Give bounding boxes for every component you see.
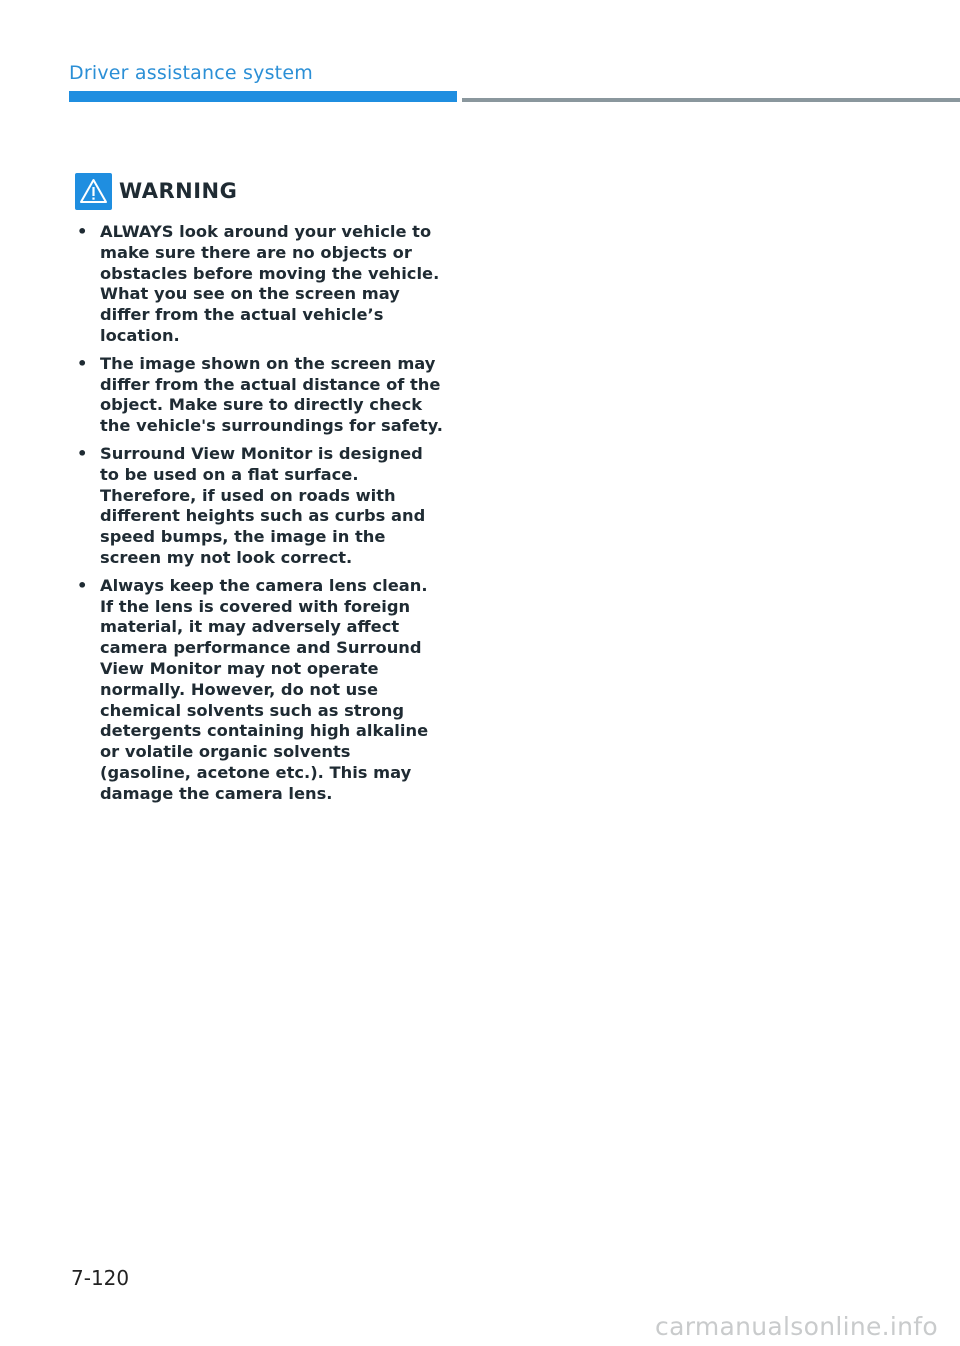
warning-item-text: The image shown on the screen may differ from the actual distance of the object. Make sure to directly check the vehicle's surroundings for safety. — [100, 353, 443, 436]
warning-item-text: ALWAYS look around your vehicle to make sure there are no objects or obstacles before moving the vehicle. What you see on the screen may differ from the actual vehicle’s location. — [100, 222, 440, 345]
header-accent-bar — [69, 91, 457, 102]
warning-item — [75, 576, 445, 805]
header-divider-bar — [462, 98, 960, 102]
warning-item — [75, 222, 445, 347]
warning-item — [75, 354, 445, 437]
section-title: Driver assistance system — [69, 62, 313, 84]
warning-title: WARNING — [119, 179, 238, 203]
bullet-icon: • — [77, 575, 88, 595]
bullet-icon: • — [77, 222, 88, 241]
warning-item — [75, 444, 445, 569]
warning-box — [75, 172, 445, 812]
watermark-text: carmanualsonline.info — [655, 1312, 938, 1341]
warning-triangle-icon — [75, 173, 112, 210]
warning-item-text: Always keep the camera lens clean. If the lens is covered with foreign material, it may adversely affect camera performance and Surround View Monitor may not operate normally. However, do not use chemical solvents such as strong detergents containing high alkaline or volatile organic solvents (gasoline, acetone etc.). This may damage the camera lens. — [100, 575, 429, 803]
warning-item-text: Surround View Monitor is designed to be used on a flat surface. Therefore, if used on roads with different heights such as curbs and speed bumps, the image in the screen my not look correct. — [100, 443, 426, 567]
page-number: 7-120 — [71, 1266, 130, 1290]
bullet-icon: • — [77, 353, 88, 373]
bullet-icon: • — [77, 443, 88, 463]
warning-list — [75, 222, 445, 805]
warning-heading — [75, 172, 445, 210]
